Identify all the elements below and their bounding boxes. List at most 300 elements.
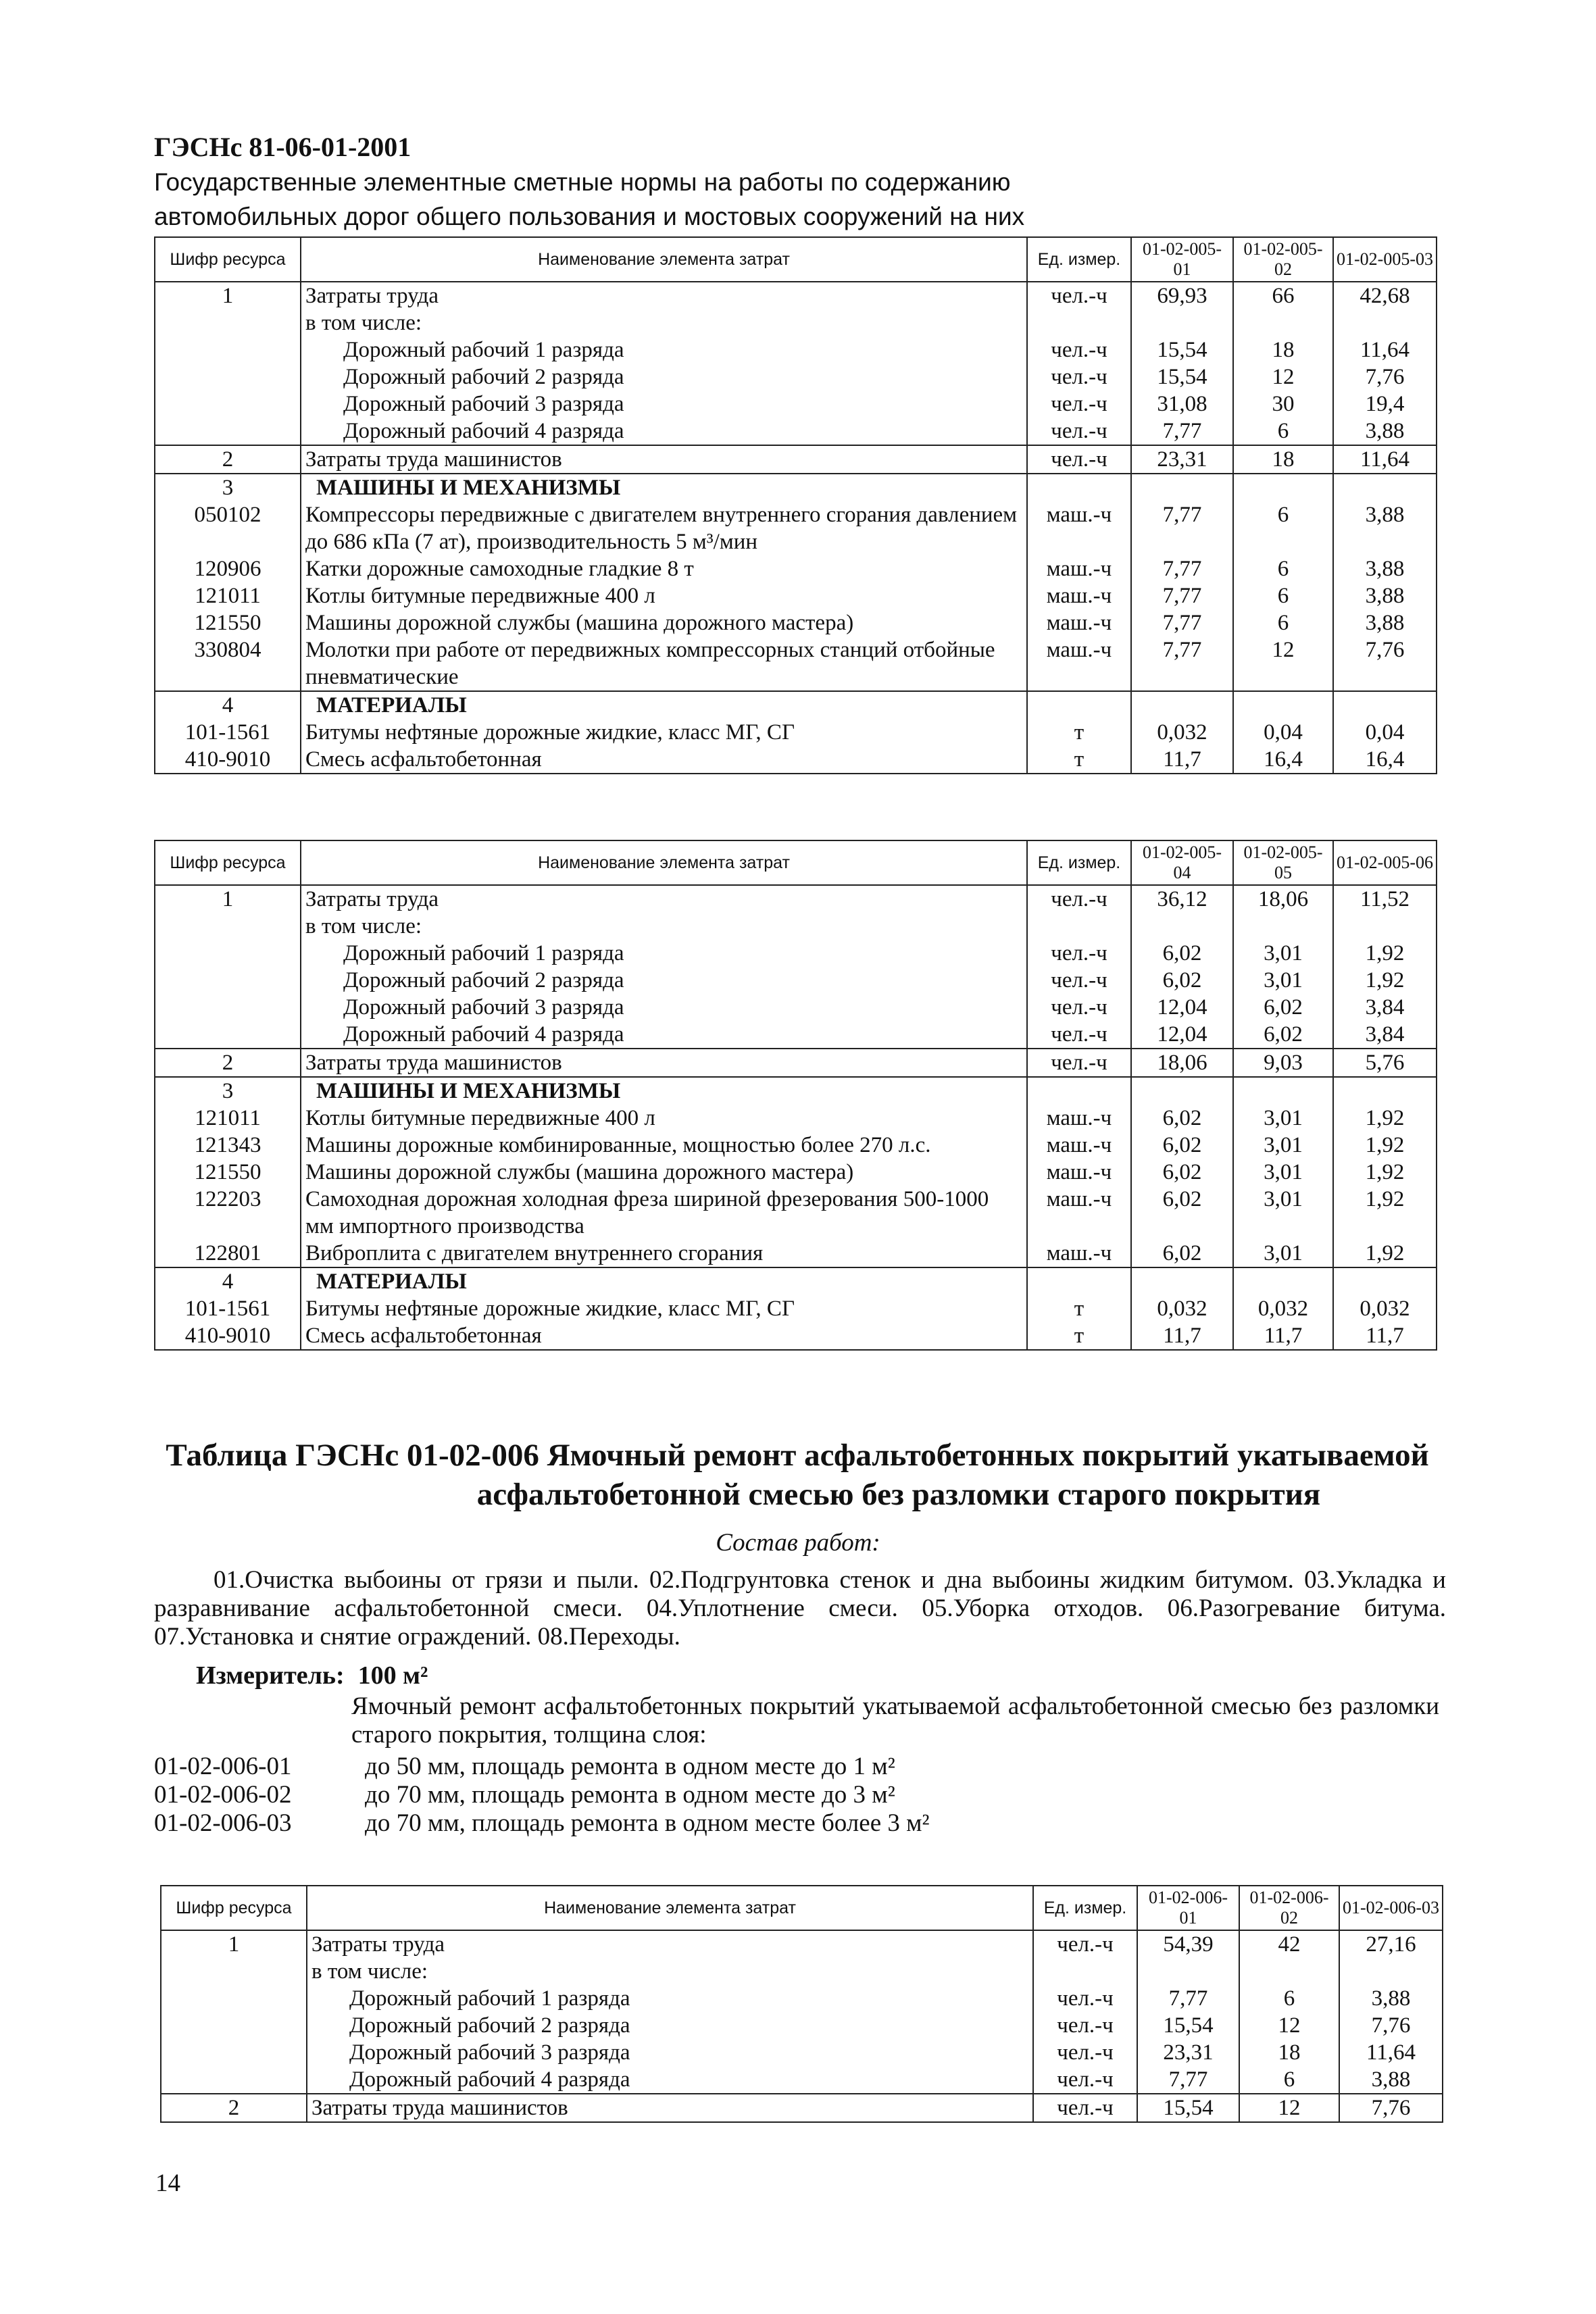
resource-name: Дорожный рабочий 2 разряда <box>307 2012 1033 2039</box>
value-col-1: 69,93 <box>1131 282 1233 309</box>
table-row <box>155 1105 1437 1132</box>
variant-item <box>154 1781 930 1809</box>
resource-code: 1 <box>155 885 301 913</box>
variant-code: 01-02-006-01 <box>154 1753 292 1780</box>
value-col-1: 0,032 <box>1131 719 1233 746</box>
table-row <box>155 391 1437 418</box>
header-line-2: автомобильных дорог общего пользования и мостовых сооружений на них <box>154 203 1025 230</box>
resource-name: Смесь асфальтобетонная <box>301 746 1027 774</box>
resource-name: Дорожный рабочий 2 разряда <box>301 363 1027 391</box>
value-col-2 <box>1233 474 1333 501</box>
resource-code: 2 <box>155 445 301 474</box>
resource-code: 3 <box>155 474 301 501</box>
value-col-1 <box>1131 1077 1233 1105</box>
resource-name: Компрессоры передвижные с двигателем внутреннего сгорания давлением до 686 кПа (7 ат), производительность 5 м³/мин <box>301 501 1027 555</box>
value-col-3 <box>1333 1077 1437 1105</box>
value-col-3: 7,76 <box>1333 636 1437 691</box>
table-row <box>155 555 1437 582</box>
value-col-2: 0,04 <box>1233 719 1333 746</box>
value-col-1: 7,77 <box>1131 609 1233 636</box>
value-col-1 <box>1131 309 1233 336</box>
value-col-1: 6,02 <box>1131 1186 1233 1240</box>
table-title-line-2: асфальтобетонной смесью без разломки старого покрытия <box>476 1477 1321 1512</box>
header-name: Наименование элемента затрат <box>301 840 1027 885</box>
value-col-3: 11,64 <box>1333 445 1437 474</box>
value-col-2 <box>1233 1267 1333 1295</box>
variant-code: 01-02-006-02 <box>154 1781 292 1809</box>
value-col-3: 1,92 <box>1333 940 1437 967</box>
resource-code <box>155 967 301 994</box>
table-row <box>155 1322 1437 1350</box>
value-col-2: 6 <box>1233 582 1333 609</box>
resource-name: Затраты труда <box>307 1930 1033 1958</box>
resource-unit: маш.-ч <box>1027 1186 1131 1240</box>
value-col-3: 1,92 <box>1333 1132 1437 1159</box>
resource-name: Молотки при работе от передвижных компрессорных станций отбойные пневматические <box>301 636 1027 691</box>
resource-unit: чел.-ч <box>1027 418 1131 445</box>
resource-unit: маш.-ч <box>1027 582 1131 609</box>
table-row <box>155 1132 1437 1159</box>
resource-name: Катки дорожные самоходные гладкие 8 т <box>301 555 1027 582</box>
header-line-1: Государственные элементные сметные нормы на работы по содержанию <box>154 168 1011 196</box>
resource-name: Виброплита с двигателем внутреннего сгорания <box>301 1240 1027 1267</box>
value-col-2: 3,01 <box>1233 1105 1333 1132</box>
header-col-3: 01-02-005-06 <box>1333 840 1437 885</box>
value-col-2: 18,06 <box>1233 885 1333 913</box>
value-col-1: 54,39 <box>1137 1930 1239 1958</box>
resource-table-1 <box>154 236 1437 774</box>
value-col-3: 3,88 <box>1333 609 1437 636</box>
resource-unit: маш.-ч <box>1027 555 1131 582</box>
page-number: 14 <box>155 2169 180 2197</box>
variant-text: до 70 мм, площадь ремонта в одном месте до 3 м² <box>365 1781 895 1809</box>
resource-name: Битумы нефтяные дорожные жидкие, класс МГ, СГ <box>301 1295 1027 1322</box>
resource-name: Битумы нефтяные дорожные жидкие, класс МГ, СГ <box>301 719 1027 746</box>
resource-unit: чел.-ч <box>1027 1021 1131 1049</box>
value-col-2: 12 <box>1239 2012 1339 2039</box>
resource-unit: т <box>1027 1322 1131 1350</box>
resource-name: МАТЕРИАЛЫ <box>301 1267 1027 1295</box>
header-col-2: 01-02-005-02 <box>1233 237 1333 282</box>
resource-unit: чел.-ч <box>1027 940 1131 967</box>
value-col-2: 6,02 <box>1233 1021 1333 1049</box>
resource-unit: т <box>1027 1295 1131 1322</box>
resource-code: 1 <box>155 282 301 309</box>
table-row <box>155 309 1437 336</box>
table-row <box>155 636 1437 691</box>
resource-name: в том числе: <box>301 913 1027 940</box>
resource-name: Дорожный рабочий 3 разряда <box>301 994 1027 1021</box>
resource-code: 121550 <box>155 609 301 636</box>
value-col-3 <box>1333 1267 1437 1295</box>
document-header <box>154 130 1438 234</box>
resource-unit <box>1027 309 1131 336</box>
resource-code <box>161 2039 307 2066</box>
value-col-2: 12 <box>1233 363 1333 391</box>
value-col-3: 3,88 <box>1339 2066 1443 2094</box>
resource-name: Затраты труда машинистов <box>307 2094 1033 2122</box>
resource-unit: чел.-ч <box>1027 391 1131 418</box>
resource-unit: чел.-ч <box>1033 2012 1137 2039</box>
value-col-1: 7,77 <box>1137 2066 1239 2094</box>
resource-unit: маш.-ч <box>1027 1240 1131 1267</box>
resource-code: 050102 <box>155 501 301 555</box>
header-col-2: 01-02-006-02 <box>1239 1886 1339 1930</box>
value-col-1: 6,02 <box>1131 1105 1233 1132</box>
value-col-2 <box>1239 1958 1339 1985</box>
value-col-2: 0,032 <box>1233 1295 1333 1322</box>
norm-code: ГЭСНс 81-06-01-2001 <box>154 132 412 162</box>
resource-name: Дорожный рабочий 2 разряда <box>301 967 1027 994</box>
value-col-1: 23,31 <box>1131 445 1233 474</box>
resource-unit: чел.-ч <box>1033 2039 1137 2066</box>
resource-name: Затраты труда <box>301 282 1027 309</box>
resource-code <box>155 363 301 391</box>
resource-unit: чел.-ч <box>1027 994 1131 1021</box>
resource-name: Котлы битумные передвижные 400 л <box>301 582 1027 609</box>
value-col-1 <box>1131 474 1233 501</box>
variant-item <box>154 1753 930 1781</box>
resource-unit <box>1033 1958 1137 1985</box>
header-col-3: 01-02-005-03 <box>1333 237 1437 282</box>
value-col-2: 16,4 <box>1233 746 1333 774</box>
value-col-3: 1,92 <box>1333 1105 1437 1132</box>
value-col-3: 7,76 <box>1339 2012 1443 2039</box>
resource-code <box>161 2012 307 2039</box>
value-col-2: 3,01 <box>1233 1159 1333 1186</box>
table-row <box>161 2012 1443 2039</box>
resource-unit: маш.-ч <box>1027 1159 1131 1186</box>
resource-code <box>155 391 301 418</box>
resource-code: 121011 <box>155 1105 301 1132</box>
value-col-2: 66 <box>1233 282 1333 309</box>
resource-code <box>155 336 301 363</box>
value-col-1: 6,02 <box>1131 940 1233 967</box>
value-col-1: 12,04 <box>1131 1021 1233 1049</box>
measure-label: Измеритель: <box>196 1661 345 1690</box>
value-col-1: 15,54 <box>1131 363 1233 391</box>
resource-unit <box>1027 913 1131 940</box>
value-col-3: 11,52 <box>1333 885 1437 913</box>
table-row <box>155 994 1437 1021</box>
resource-unit: чел.-ч <box>1027 445 1131 474</box>
value-col-1: 11,7 <box>1131 746 1233 774</box>
header-col-1: 01-02-005-01 <box>1131 237 1233 282</box>
resource-unit <box>1027 474 1131 501</box>
table-row <box>155 913 1437 940</box>
resource-code <box>155 309 301 336</box>
value-col-1 <box>1131 913 1233 940</box>
resource-code <box>161 2066 307 2094</box>
table-row <box>155 746 1437 774</box>
value-col-1: 36,12 <box>1131 885 1233 913</box>
resource-name: Дорожный рабочий 1 разряда <box>307 1985 1033 2012</box>
resource-unit: т <box>1027 719 1131 746</box>
table-row <box>161 2094 1443 2122</box>
resource-code <box>155 418 301 445</box>
resource-table-2 <box>154 840 1437 1351</box>
value-col-1: 7,77 <box>1131 418 1233 445</box>
value-col-2: 6 <box>1233 555 1333 582</box>
resource-unit: чел.-ч <box>1027 967 1131 994</box>
variant-list <box>154 1753 930 1838</box>
value-col-3: 3,88 <box>1333 555 1437 582</box>
table-row <box>155 336 1437 363</box>
resource-name: МАШИНЫ И МЕХАНИЗМЫ <box>301 474 1027 501</box>
resource-unit: чел.-ч <box>1027 282 1131 309</box>
resource-unit: чел.-ч <box>1033 2066 1137 2094</box>
table-row <box>155 940 1437 967</box>
resource-code: 330804 <box>155 636 301 691</box>
value-col-2: 3,01 <box>1233 1132 1333 1159</box>
value-col-3: 0,04 <box>1333 719 1437 746</box>
resource-name: в том числе: <box>307 1958 1033 1985</box>
value-col-1: 7,77 <box>1131 501 1233 555</box>
value-col-3: 3,88 <box>1339 1985 1443 2012</box>
variant-text: до 70 мм, площадь ремонта в одном месте более 3 м² <box>365 1809 930 1837</box>
header-code: Шифр ресурса <box>161 1886 307 1930</box>
table-row <box>155 1049 1437 1077</box>
variant-code: 01-02-006-03 <box>154 1809 292 1837</box>
value-col-1: 18,06 <box>1131 1049 1233 1077</box>
value-col-1: 7,77 <box>1137 1985 1239 2012</box>
table-row <box>155 1021 1437 1049</box>
value-col-3: 1,92 <box>1333 1240 1437 1267</box>
resource-unit: чел.-ч <box>1027 336 1131 363</box>
table-row <box>155 474 1437 501</box>
resource-code: 2 <box>161 2094 307 2122</box>
value-col-3 <box>1333 474 1437 501</box>
header-code: Шифр ресурса <box>155 237 301 282</box>
table-row <box>155 967 1437 994</box>
table-row <box>161 2066 1443 2094</box>
resource-code: 4 <box>155 1267 301 1295</box>
table-row <box>155 691 1437 719</box>
value-col-2: 42 <box>1239 1930 1339 1958</box>
resource-code: 410-9010 <box>155 746 301 774</box>
resource-code: 122203 <box>155 1186 301 1240</box>
table-title <box>155 1436 1439 1514</box>
resource-name: Машины дорожные комбинированные, мощностью более 270 л.с. <box>301 1132 1027 1159</box>
resource-unit: чел.-ч <box>1033 1985 1137 2012</box>
value-col-2: 3,01 <box>1233 967 1333 994</box>
resource-code: 121343 <box>155 1132 301 1159</box>
value-col-1: 11,7 <box>1131 1322 1233 1350</box>
resource-name: Дорожный рабочий 3 разряда <box>301 391 1027 418</box>
variant-item <box>154 1809 930 1838</box>
resource-unit: чел.-ч <box>1027 363 1131 391</box>
table-row <box>155 582 1437 609</box>
value-col-3: 7,76 <box>1333 363 1437 391</box>
table-row <box>155 1240 1437 1267</box>
header-col-2: 01-02-005-05 <box>1233 840 1333 885</box>
resource-name: Дорожный рабочий 1 разряда <box>301 940 1027 967</box>
value-col-3: 11,64 <box>1339 2039 1443 2066</box>
value-col-3: 42,68 <box>1333 282 1437 309</box>
value-col-1: 31,08 <box>1131 391 1233 418</box>
resource-unit: маш.-ч <box>1027 609 1131 636</box>
value-col-3: 27,16 <box>1339 1930 1443 1958</box>
resource-name: Дорожный рабочий 4 разряда <box>301 418 1027 445</box>
header-col-3: 01-02-006-03 <box>1339 1886 1443 1930</box>
value-col-2: 6 <box>1233 501 1333 555</box>
value-col-1: 0,032 <box>1131 1295 1233 1322</box>
resource-unit: маш.-ч <box>1027 1132 1131 1159</box>
resource-unit: чел.-ч <box>1027 1049 1131 1077</box>
resource-name: Машины дорожной службы (машина дорожного мастера) <box>301 1159 1027 1186</box>
resource-name: Машины дорожной службы (машина дорожного мастера) <box>301 609 1027 636</box>
table-row <box>155 1295 1437 1322</box>
resource-code <box>161 1958 307 1985</box>
resource-name: Дорожный рабочий 3 разряда <box>307 2039 1033 2066</box>
header-col-1: 01-02-005-04 <box>1131 840 1233 885</box>
table-row <box>161 1985 1443 2012</box>
resource-name: Затраты труда машинистов <box>301 445 1027 474</box>
value-col-1 <box>1131 1267 1233 1295</box>
value-col-1: 6,02 <box>1131 1159 1233 1186</box>
value-col-3: 1,92 <box>1333 967 1437 994</box>
value-col-3: 1,92 <box>1333 1159 1437 1186</box>
table-row <box>155 363 1437 391</box>
resource-name: Затраты труда <box>301 885 1027 913</box>
value-col-1: 7,77 <box>1131 636 1233 691</box>
value-col-3: 3,84 <box>1333 1021 1437 1049</box>
resource-code: 4 <box>155 691 301 719</box>
header-name: Наименование элемента затрат <box>301 237 1027 282</box>
resource-name: МАТЕРИАЛЫ <box>301 691 1027 719</box>
resource-code: 1 <box>161 1930 307 1958</box>
resource-name: Дорожный рабочий 4 разряда <box>307 2066 1033 2094</box>
table-row <box>161 1958 1443 1985</box>
composition-heading: Состав работ: <box>716 1529 880 1557</box>
resource-unit <box>1027 1077 1131 1105</box>
resource-code: 121011 <box>155 582 301 609</box>
resource-unit: маш.-ч <box>1027 1105 1131 1132</box>
value-col-3: 3,84 <box>1333 994 1437 1021</box>
table-row <box>155 445 1437 474</box>
value-col-1 <box>1137 1958 1239 1985</box>
resource-code: 410-9010 <box>155 1322 301 1350</box>
value-col-1: 6,02 <box>1131 1132 1233 1159</box>
value-col-1: 7,77 <box>1131 555 1233 582</box>
value-col-3: 3,88 <box>1333 501 1437 555</box>
resource-code: 101-1561 <box>155 1295 301 1322</box>
value-col-3: 7,76 <box>1339 2094 1443 2122</box>
resource-name: Смесь асфальтобетонная <box>301 1322 1027 1350</box>
value-col-2 <box>1233 691 1333 719</box>
resource-name: в том числе: <box>301 309 1027 336</box>
resource-code <box>155 994 301 1021</box>
value-col-1: 15,54 <box>1137 2094 1239 2122</box>
value-col-3: 19,4 <box>1333 391 1437 418</box>
resource-code <box>155 1021 301 1049</box>
value-col-1: 15,54 <box>1131 336 1233 363</box>
resource-name: Самоходная дорожная холодная фреза шириной фрезерования 500-1000 мм импортного производства <box>301 1186 1027 1240</box>
header-unit: Ед. измер. <box>1027 840 1131 885</box>
resource-unit: чел.-ч <box>1027 885 1131 913</box>
resource-unit: маш.-ч <box>1027 501 1131 555</box>
value-col-1: 23,31 <box>1137 2039 1239 2066</box>
value-col-2: 11,7 <box>1233 1322 1333 1350</box>
composition-text: 01.Очистка выбоины от грязи и пыли. 02.Подгрунтовка стенок и дна выбоины жидким битумом. 03.Укладка и разравнивание асфальтобетонной смеси. 04.Уплотнение смеси. 05.Уборка отходов. 06.Разогревание битума. 07.Установка и снятие ограждений. 08.Переходы. <box>154 1566 1446 1651</box>
value-col-1 <box>1131 691 1233 719</box>
table-row <box>155 885 1437 913</box>
resource-code: 120906 <box>155 555 301 582</box>
resource-unit: чел.-ч <box>1033 2094 1137 2122</box>
value-col-1: 7,77 <box>1131 582 1233 609</box>
value-col-3: 1,92 <box>1333 1186 1437 1240</box>
table-row <box>155 719 1437 746</box>
resource-name: Дорожный рабочий 4 разряда <box>301 1021 1027 1049</box>
header-col-1: 01-02-006-01 <box>1137 1886 1239 1930</box>
value-col-2: 18 <box>1233 336 1333 363</box>
value-col-3: 11,64 <box>1333 336 1437 363</box>
variant-text: до 50 мм, площадь ремонта в одном месте до 1 м² <box>365 1753 895 1780</box>
table-row <box>155 418 1437 445</box>
resource-name: МАШИНЫ И МЕХАНИЗМЫ <box>301 1077 1027 1105</box>
table-row <box>155 1267 1437 1295</box>
resource-unit: маш.-ч <box>1027 636 1131 691</box>
value-col-3: 3,88 <box>1333 582 1437 609</box>
value-col-2 <box>1233 913 1333 940</box>
header-unit: Ед. измер. <box>1027 237 1131 282</box>
value-col-2: 12 <box>1239 2094 1339 2122</box>
resource-name: Дорожный рабочий 1 разряда <box>301 336 1027 363</box>
value-col-2: 6,02 <box>1233 994 1333 1021</box>
value-col-1: 6,02 <box>1131 967 1233 994</box>
value-col-3 <box>1333 913 1437 940</box>
header-code: Шифр ресурса <box>155 840 301 885</box>
value-col-2: 6 <box>1233 418 1333 445</box>
value-col-3: 0,032 <box>1333 1295 1437 1322</box>
table-row <box>155 609 1437 636</box>
resource-code: 122801 <box>155 1240 301 1267</box>
value-col-1: 12,04 <box>1131 994 1233 1021</box>
value-col-2 <box>1233 1077 1333 1105</box>
value-col-2 <box>1233 309 1333 336</box>
value-col-3: 11,7 <box>1333 1322 1437 1350</box>
resource-unit: т <box>1027 746 1131 774</box>
resource-code <box>155 913 301 940</box>
resource-unit <box>1027 1267 1131 1295</box>
resource-name: Затраты труда машинистов <box>301 1049 1027 1077</box>
table-title-line-1: Таблица ГЭСНс 01-02-006 Ямочный ремонт асфальтобетонных покрытий укатываемой <box>166 1438 1429 1473</box>
value-col-2: 3,01 <box>1233 1186 1333 1240</box>
value-col-2: 3,01 <box>1233 940 1333 967</box>
table-row <box>161 2039 1443 2066</box>
table-row <box>155 501 1437 555</box>
resource-code <box>161 1985 307 2012</box>
value-col-2: 3,01 <box>1233 1240 1333 1267</box>
value-col-1: 15,54 <box>1137 2012 1239 2039</box>
resource-code: 2 <box>155 1049 301 1077</box>
value-col-3: 5,76 <box>1333 1049 1437 1077</box>
value-col-2: 6 <box>1233 609 1333 636</box>
value-col-3 <box>1339 1958 1443 1985</box>
value-col-2: 9,03 <box>1233 1049 1333 1077</box>
table-row <box>155 1077 1437 1105</box>
value-col-3: 3,88 <box>1333 418 1437 445</box>
header-unit: Ед. измер. <box>1033 1886 1137 1930</box>
value-col-2: 12 <box>1233 636 1333 691</box>
header-name: Наименование элемента затрат <box>307 1886 1033 1930</box>
resource-unit <box>1027 691 1131 719</box>
value-col-3: 16,4 <box>1333 746 1437 774</box>
value-col-1: 6,02 <box>1131 1240 1233 1267</box>
table-row <box>161 1930 1443 1958</box>
resource-name: Котлы битумные передвижные 400 л <box>301 1105 1027 1132</box>
resource-code: 121550 <box>155 1159 301 1186</box>
